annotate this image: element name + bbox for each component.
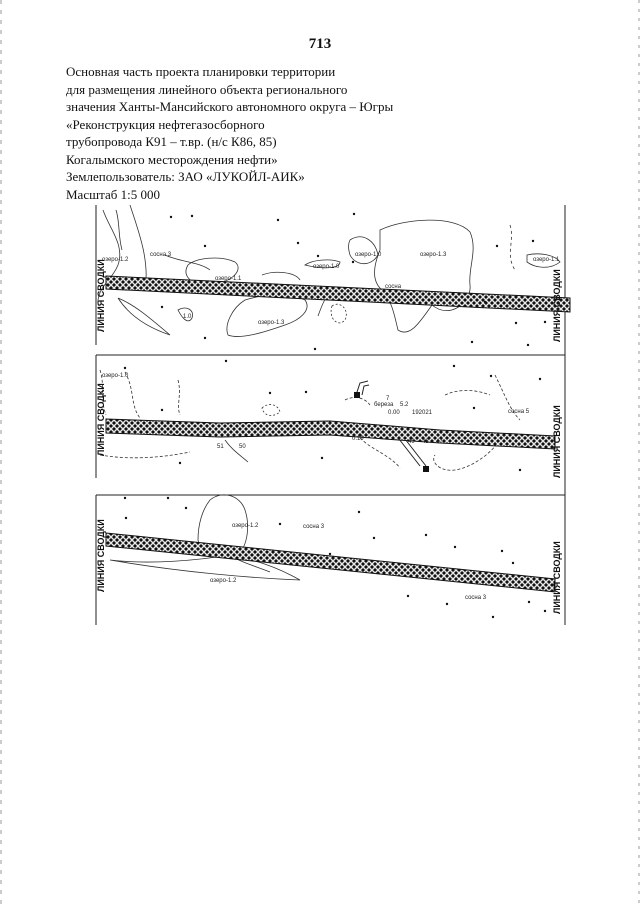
contours-panel-2 xyxy=(100,370,520,470)
pipeline-corridor-panel-3 xyxy=(106,533,555,592)
value-label: 7 xyxy=(386,396,390,402)
page-number: 713 xyxy=(308,36,332,52)
tree-label: береза xyxy=(374,402,394,408)
header-line-1: Основная часть проекта планировки территории xyxy=(66,64,336,79)
picket-number: 51 xyxy=(217,444,224,450)
match-line-label: ЛИНИЯ СВОДКИ xyxy=(96,259,106,332)
panel-3 xyxy=(96,495,562,618)
header-line-3: значения Ханты-Мансийского автономного округа – Югры xyxy=(66,99,394,114)
match-line-label: ЛИНИЯ СВОДКИ xyxy=(552,541,562,614)
forest-label: сосна xyxy=(385,284,402,290)
picket-number: 50 xyxy=(239,444,246,450)
value-label: 0.00 xyxy=(388,410,400,416)
picket-number: 47 xyxy=(436,439,443,445)
lake-label: озеро-1.0 xyxy=(102,373,129,379)
match-line-label: ЛИНИЯ СВОДКИ xyxy=(552,269,562,342)
match-line-label: ЛИНИЯ СВОДКИ xyxy=(96,519,106,592)
value-label: 5.2 xyxy=(400,402,409,408)
lake-label: озеро-1.1 xyxy=(215,276,242,282)
value-label: 0.19 xyxy=(352,436,364,442)
lake-label: озеро-1.3 xyxy=(420,252,447,258)
lake-label: озеро-1.0 xyxy=(313,264,340,270)
match-line-label: ЛИНИЯ СВОДКИ xyxy=(96,383,106,456)
header-line-6: Когалымского месторождения нефти» xyxy=(66,151,278,167)
forest-label: сосна 3 xyxy=(303,524,325,530)
header-line-4: «Реконструкция нефтегазосборного xyxy=(66,116,265,132)
header-line-5: трубопровода К91 – т.вр. (н/с К86, 85) xyxy=(66,134,277,149)
forest-label: сосна 3 xyxy=(150,252,172,258)
panel-2 xyxy=(96,360,562,478)
lake-label: озеро-1.2 xyxy=(210,578,237,584)
lake-label: озеро-1.0 xyxy=(355,252,382,258)
value-label: 1.0 xyxy=(183,314,192,320)
picket-number: 48 xyxy=(422,439,429,445)
lake-label: озеро-1.2 xyxy=(102,257,129,263)
header-line-8: Масштаб 1:5 000 xyxy=(66,186,160,202)
well-marker xyxy=(354,392,360,398)
survey-points-panel-2 xyxy=(124,360,541,471)
panel-1 xyxy=(96,205,570,350)
pipeline-corridor-panel-2 xyxy=(106,419,555,449)
lake-label: озеро-1.2 xyxy=(232,523,259,529)
match-line-label: ЛИНИЯ СВОДКИ xyxy=(552,405,562,478)
picket-number: 49 xyxy=(408,439,415,445)
forest-label: сосна 5 xyxy=(508,409,530,415)
lake-outlines-panel-1 xyxy=(98,205,560,337)
parcel-number: 192021 xyxy=(412,410,433,416)
lake-label: озеро-1.3 xyxy=(258,320,285,326)
lake-label: озеро-1.1 xyxy=(533,257,560,263)
header-line-7: Землепользователь: ЗАО «ЛУКОЙЛ-АИК» xyxy=(66,169,305,184)
pipeline-corridor-panel-1 xyxy=(106,276,570,312)
forest-label: сосна 3 xyxy=(465,595,487,601)
header-line-2: для размещения линейного объекта регионального xyxy=(66,81,348,97)
well-marker xyxy=(423,466,429,472)
